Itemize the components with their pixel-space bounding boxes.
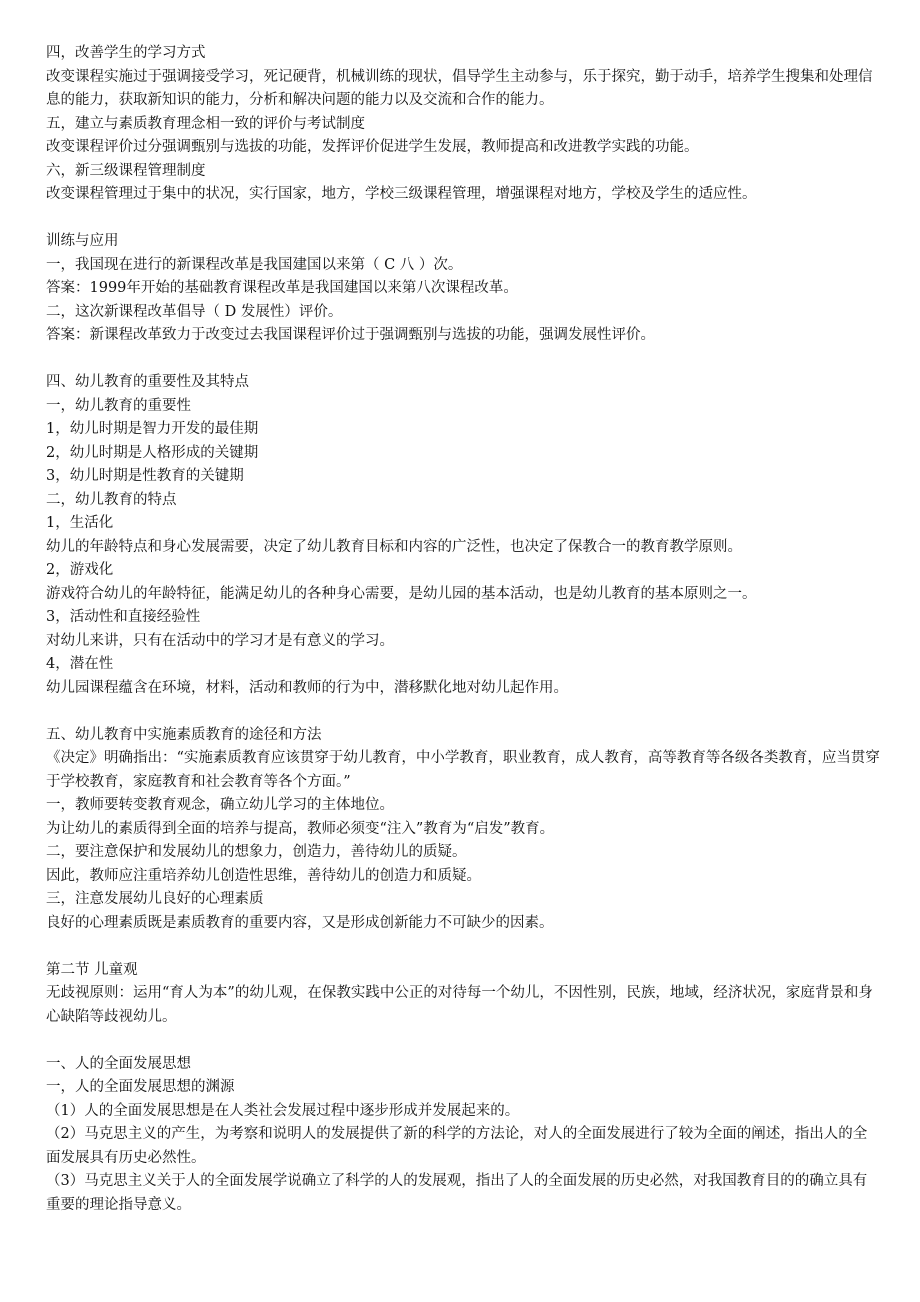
text-line: 无歧视原则：运用“育人为本”的幼儿观，在保教实践中公正的对待每一个幼儿，不因性别，民族，地域，经济状况，家庭背景和身心缺陷等歧视幼儿。 <box>46 985 873 1025</box>
paragraph-gap <box>46 935 880 959</box>
text-line: 一、人的全面发展思想 <box>46 1055 191 1072</box>
text-line: 2，幼儿时期是人格形成的关键期 <box>46 444 259 461</box>
text-line: 四，改善学生的学习方式 <box>46 45 206 61</box>
text-line: 2，游戏化 <box>46 562 114 578</box>
text-line: 《决定》明确指出：“实施素质教育应该贯穿于幼儿教育，中小学教育，职业教育，成人教育，高等教育等各级各类教育，应当贯穿于学校教育，家庭教育和社会教育等各个方面。” <box>46 750 880 790</box>
text-line: 五、幼儿教育中实施素质教育的途径和方法 <box>46 726 322 743</box>
text-line: （2）马克思主义的产生，为考察和说明人的发展提供了新的科学的方法论，对人的全面发展进行了较为全面的阐述，指出人的全面发展具有历史必然性。 <box>46 1126 868 1166</box>
text-line: 改变课程管理过于集中的状况，实行国家，地方，学校三级课程管理，增强课程对地方，学校及学生的适应性。 <box>46 186 757 202</box>
text-line: 第二节 儿童观 <box>46 961 138 978</box>
text-line: 1，幼儿时期是智力开发的最佳期 <box>46 421 259 437</box>
text-line: （1）人的全面发展思想是在人类社会发展过程中逐步形成并发展起来的。 <box>46 1102 520 1119</box>
text-line: 训练与应用 <box>46 233 119 249</box>
text-line: 一，人的全面发展思想的渊源 <box>46 1079 235 1095</box>
text-line: 四、幼儿教育的重要性及其特点 <box>46 374 249 390</box>
text-line: 3，活动性和直接经验性 <box>46 609 201 625</box>
text-line: 为让幼儿的素质得到全面的培养与提高，教师必须变“注入”教育为“启发”教育。 <box>46 820 555 837</box>
text-line: 一，教师要转变教育观念，确立幼儿学习的主体地位。 <box>46 797 394 813</box>
text-line: 良好的心理素质既是素质教育的重要内容，又是形成创新能力不可缺少的因素。 <box>46 914 554 931</box>
text-line: 对幼儿来讲，只有在活动中的学习才是有意义的学习。 <box>46 632 394 649</box>
text-line: 二，要注意保护和发展幼儿的想象力，创造力，善待幼儿的质疑。 <box>46 844 467 860</box>
text-line: 三，注意发展幼儿良好的心理素质 <box>46 891 264 907</box>
text-line: 六，新三级课程管理制度 <box>46 162 206 179</box>
document-page <box>46 42 880 1217</box>
text-line: 幼儿园课程蕴含在环境，材料，活动和教师的行为中，潜移默化地对幼儿起作用。 <box>46 679 568 696</box>
text-line: 幼儿的年龄特点和身心发展需要，决定了幼儿教育目标和内容的广泛性，也决定了保教合一的教育教学原则。 <box>46 538 742 555</box>
paragraph-gap <box>46 700 880 724</box>
text-line: 4，潜在性 <box>46 656 114 672</box>
paragraph-gap <box>46 1029 880 1053</box>
text-line: 改变课程实施过于强调接受学习，死记硬背，机械训练的现状，倡导学生主动参与，乐于探究，勤于动手，培养学生搜集和处理信息的能力，获取新知识的能力，分析和解决问题的能力以及交流和合作的能力。 <box>46 68 873 108</box>
text-line: 二，幼儿教育的特点 <box>46 491 177 508</box>
text-line: 游戏符合幼儿的年龄特征，能满足幼儿的各种身心需要，是幼儿园的基本活动，也是幼儿教育的基本原则之一。 <box>46 585 757 602</box>
text-line: 因此，教师应注重培养幼儿创造性思维，善待幼儿的创造力和质疑。 <box>46 867 481 884</box>
text-line: 改变课程评价过分强调甄别与选拔的功能，发挥评价促进学生发展，教师提高和改进教学实践的功能。 <box>46 139 699 155</box>
text-line: 答案：新课程改革致力于改变过去我国课程评价过于强调甄别与选拔的功能，强调发展性评价。 <box>46 327 655 343</box>
text-line: 3，幼儿时期是性教育的关键期 <box>46 468 244 484</box>
paragraph-gap <box>46 348 880 372</box>
text-line: 答案：1999年开始的基础教育课程改革是我国建国以来第八次课程改革。 <box>46 280 518 296</box>
text-line: 五，建立与素质教育理念相一致的评价与考试制度 <box>46 115 365 132</box>
paragraph-gap <box>46 207 880 231</box>
text-line: （3）马克思主义关于人的全面发展学说确立了科学的人的发展观，指出了人的全面发展的历史必然，对我国教育目的的确立具有重要的理论指导意义。 <box>46 1173 868 1213</box>
text-line: 一，幼儿教育的重要性 <box>46 397 191 414</box>
text-line: 二，这次新课程改革倡导（ D 发展性）评价。 <box>46 303 343 320</box>
text-line: 一，我国现在进行的新课程改革是我国建国以来第（ C 八 ）次。 <box>46 256 463 273</box>
text-line: 1，生活化 <box>46 515 114 531</box>
